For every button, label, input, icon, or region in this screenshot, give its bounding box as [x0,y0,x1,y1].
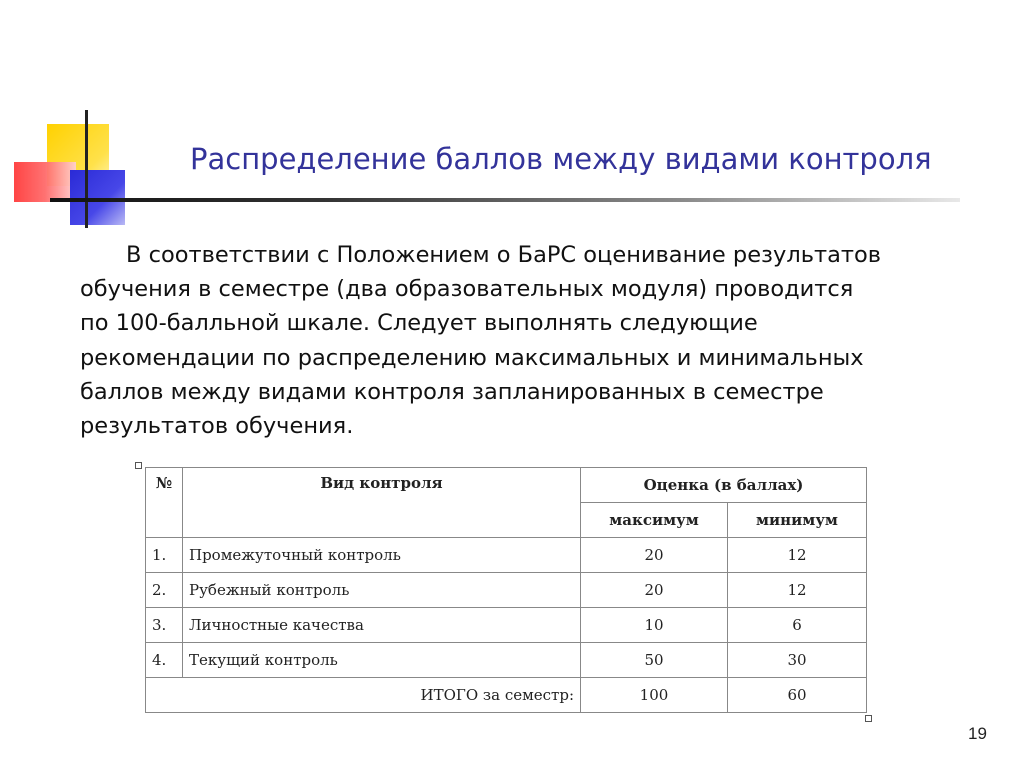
logo-vertical-line [85,110,88,228]
table-resize-handle[interactable] [865,715,872,722]
header-score-group: Оценка (в баллах) [581,468,867,503]
score-table [145,467,867,713]
paragraph-line: результатов обучения. [80,413,354,440]
row-max: 20 [581,573,728,608]
body-paragraph [80,238,980,443]
row-kind: Личностные качества [183,608,581,643]
row-kind: Текущий контроль [183,643,581,678]
paragraph-line: баллов между видами контроля запланированных в семестре [80,378,824,405]
slide-title: Распределение баллов между видами контроля [190,142,932,176]
row-kind: Промежуточный контроль [183,538,581,573]
row-num: 4. [146,643,183,678]
paragraph-line: рекомендации по распределению максимальных и минимальных [80,344,864,371]
row-max: 10 [581,608,728,643]
paragraph-line: обучения в семестре (два образовательных модуля) проводится [80,276,854,303]
header-kind: Вид контроля [183,468,581,538]
table-header-row [146,468,867,503]
header-min: минимум [728,503,867,538]
total-max: 100 [581,678,728,713]
table-total-row [146,678,867,713]
paragraph-line: В соответствии с Положением о БаРС оценивание результатов [126,242,881,268]
table-row [146,608,867,643]
row-num: 3. [146,608,183,643]
row-num: 1. [146,538,183,573]
paragraph-line: по 100-балльной шкале. Следует выполнять следующие [80,310,758,337]
row-kind: Рубежный контроль [183,573,581,608]
title-underline [50,198,960,202]
page-number: 19 [968,724,987,743]
row-min: 12 [728,538,867,573]
table-row [146,573,867,608]
header-max: максимум [581,503,728,538]
logo-red-square [14,162,76,202]
total-label: ИТОГО за семестр: [146,678,581,713]
row-min: 30 [728,643,867,678]
row-min: 6 [728,608,867,643]
table-row [146,538,867,573]
header-num: № [146,468,183,538]
row-max: 50 [581,643,728,678]
table-resize-handle[interactable] [135,462,142,469]
row-max: 20 [581,538,728,573]
row-min: 12 [728,573,867,608]
total-min: 60 [728,678,867,713]
table-row [146,643,867,678]
row-num: 2. [146,573,183,608]
